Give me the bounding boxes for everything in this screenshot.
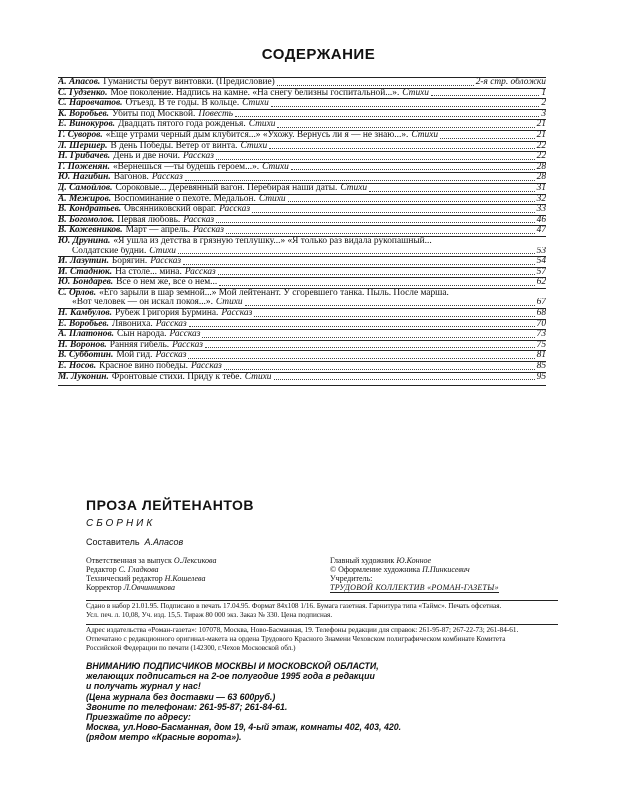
toc-leader <box>218 274 535 275</box>
toc-page: 67 <box>536 298 546 308</box>
toc-title-text: Воспоминание о пехоте. Медальон. <box>114 193 256 204</box>
toc-entry <box>58 277 546 288</box>
staff-row: Ответственная за выпуск О.Лексикова <box>86 556 217 565</box>
divider <box>86 624 558 625</box>
toc-title-text: Фронтовые стихи. Приду к тебе. <box>111 371 242 382</box>
toc-title-text: Рубеж Григория Бурмина. <box>114 308 219 319</box>
toc-entry <box>58 151 546 162</box>
toc-leader <box>183 264 535 265</box>
toc-genre: Рассказ <box>193 225 224 236</box>
toc-page: 21 <box>536 129 546 140</box>
toc-bottom-rule <box>58 385 546 386</box>
toc-entry <box>58 329 546 340</box>
toc-entry <box>58 298 546 308</box>
toc-title-text: «Я ушла из детства в грязную теплушку...» «Я только раз видала рукопашный... <box>113 235 432 246</box>
table-of-contents <box>58 77 546 382</box>
toc-title-text: Гуманисты берут винтовки. (Предисловие) <box>103 77 275 87</box>
toc-entry <box>58 194 546 205</box>
toc-page: 28 <box>536 161 546 172</box>
toc-page: 81 <box>536 350 546 361</box>
toc-entry <box>58 109 546 120</box>
toc-author: С. Наровчатов. <box>58 98 123 109</box>
toc-entry <box>58 256 546 267</box>
toc-title-text: Лявониха. <box>111 318 153 329</box>
toc-entry <box>58 183 546 194</box>
toc-genre: Стихи <box>248 119 276 130</box>
toc-leader <box>269 148 534 149</box>
toc-author: Е. Воробьев. <box>58 318 109 329</box>
toc-entry <box>58 119 546 130</box>
toc-page: 47 <box>536 225 546 236</box>
toc-entry <box>58 215 546 226</box>
book-subtitle: СБОРНИК <box>86 518 156 529</box>
toc-genre: Стихи <box>240 140 268 151</box>
toc-title-text: Мой гид. <box>116 350 153 361</box>
toc-genre: Повесть <box>198 108 234 119</box>
toc-author: В. Богомолов. <box>58 214 115 225</box>
toc-entry <box>58 340 546 351</box>
toc-leader <box>288 201 535 202</box>
toc-entry <box>58 361 546 372</box>
toc-title-text: Мое поколение. Надпись на камне. «На снегу белизны госпитальной...». <box>110 87 400 98</box>
toc-author: А. Апасов. <box>58 77 101 87</box>
toc-title-text: Борягин. <box>111 256 148 267</box>
publisher-info: Адрес издательства «Роман-газета»: 107078, Москва, Ново-Басманная, 19. Телефоны редакции для справок: 261-95-87; 267-22-73; 261-84-61. Отпечатано с редакционного оригинал-макета на ордена Трудового Красного Знамени Чеховском полиграфическом комбинате Комитета Российской Федерации по печати (142300, г.Чехов Московской обл.) <box>86 626 519 652</box>
toc-page: 53 <box>536 246 546 256</box>
toc-page: 70 <box>536 318 546 329</box>
staff-right <box>330 556 499 593</box>
toc-title-text: Овсянниковский овраг. <box>124 204 217 215</box>
toc-author: С. Гудзенко. <box>58 87 108 98</box>
toc-entry <box>58 319 546 330</box>
staff-row: © Оформление художника П.Пинкисевич <box>330 565 470 574</box>
toc-leader <box>205 347 535 348</box>
toc-genre: Рассказ <box>151 172 183 183</box>
toc-page: 2 <box>541 98 546 109</box>
toc-title-text: Солдатские будни. <box>72 246 147 256</box>
toc-genre: Рассказ <box>172 339 203 350</box>
toc-title-text: Двадцать пятого года рожденья. <box>118 119 246 130</box>
toc-title-text: На столе... мина. <box>115 266 182 277</box>
toc-author: Е. Винокуров. <box>58 119 115 130</box>
toc-leader <box>224 369 535 370</box>
toc-page: 28 <box>536 172 546 183</box>
toc-genre: Рассказ <box>183 214 215 225</box>
compiler-name: А.Апасов <box>144 537 184 547</box>
toc-entry <box>58 308 546 319</box>
toc-page: 33 <box>536 204 546 215</box>
toc-entry <box>58 141 546 152</box>
toc-title-text: «Вернешься —ты будешь героем...». <box>112 161 260 172</box>
toc-author: Л. Шершер. <box>58 140 108 151</box>
toc-entry <box>58 225 546 236</box>
toc-genre: Стихи <box>402 87 429 98</box>
toc-genre: Стихи <box>215 298 243 308</box>
toc-author: Е. Носов. <box>58 361 97 372</box>
book-title: ПРОЗА ЛЕЙТЕНАНТОВ <box>86 497 255 513</box>
toc-entry <box>58 247 546 257</box>
toc-genre: Рассказ <box>155 318 187 329</box>
toc-author: С. Орлов. <box>58 287 97 298</box>
toc-page: 57 <box>536 266 546 277</box>
toc-leader <box>369 191 535 192</box>
toc-author: Ю. Нагибин. <box>58 172 111 183</box>
toc-title-text: «Еще утрами черный дым клубится...» «Ухожу. Вернусь ли я — не знаю...». <box>105 129 409 140</box>
toc-leader <box>202 337 534 338</box>
toc-entry <box>58 88 546 99</box>
toc-leader <box>277 85 474 86</box>
toc-genre: Рассказ <box>219 204 251 215</box>
toc-genre: Стихи <box>242 98 269 109</box>
toc-author: В. Кожевников. <box>58 225 123 236</box>
toc-author: И. Лазутин. <box>58 256 109 267</box>
toc-author: К. Воробьев. <box>58 108 110 119</box>
toc-genre: Рассказ <box>169 329 201 340</box>
toc-genre: Стихи <box>258 193 286 204</box>
toc-title-text: Убиты под Москвой. <box>112 108 196 119</box>
toc-page: 3 <box>541 108 546 119</box>
toc-entry <box>58 372 546 383</box>
toc-leader <box>178 253 535 254</box>
toc-leader <box>219 285 534 286</box>
staff-row: Корректор Л.Овчинникова <box>86 583 175 592</box>
toc-title-text: Сороковые... Деревянный вагон. Перебирая наши даты. <box>115 182 338 193</box>
toc-author: Г. Поженян. <box>58 161 110 172</box>
toc-page: 85 <box>536 361 546 372</box>
toc-page: 21 <box>536 119 546 130</box>
compiler-line <box>86 537 183 547</box>
toc-leader <box>291 169 535 170</box>
toc-leader <box>254 316 534 317</box>
staff-row: Главный художник Ю.Конное <box>330 556 432 565</box>
toc-page: 75 <box>536 339 546 350</box>
subscription-notice: ВНИМАНИЮ ПОДПИСЧИКОВ МОСКВЫ И МОСКОВСКОЙ ОБЛАСТИ, желающих подписаться на 2-ое полугодие 1995 года в редакции и получать журнал у нас! (Цена журнала без доставки — 63 600руб.) Звоните по телефонам: 261-95-87; 261-84-61. Приезжайте по адресу: Москва, ул.Ново-Басманная, дом 19, 4-ый этаж, комнаты 402, 403, 420. (рядом метро «Красные ворота»). <box>86 661 402 743</box>
toc-entry <box>58 267 546 278</box>
toc-genre: Стихи <box>262 161 289 172</box>
toc-leader <box>226 233 535 234</box>
toc-entry <box>58 172 546 183</box>
toc-leader <box>440 138 535 139</box>
toc-leader <box>188 358 534 359</box>
toc-author: М. Луконин. <box>58 371 109 382</box>
toc-entry <box>58 350 546 361</box>
toc-title-text: Красное вино победы. <box>99 361 188 372</box>
toc-entry <box>58 162 546 173</box>
toc-title-text: «Вот человек — он искал покоя...». <box>72 298 213 308</box>
toc-page: 95 <box>536 371 546 382</box>
staff-row: Учредитель: <box>330 574 373 583</box>
toc-genre: Стихи <box>244 371 272 382</box>
toc-leader <box>216 222 535 223</box>
toc-author: И. Стаднюк. <box>58 266 113 277</box>
compiler-label: Составитель <box>86 537 140 547</box>
toc-leader <box>252 212 535 213</box>
toc-leader <box>277 127 534 128</box>
toc-title-text: Первая любовь. <box>117 214 181 225</box>
toc-author: В. Субботин. <box>58 350 114 361</box>
toc-page: 73 <box>536 329 546 340</box>
toc-author: Ю. Друнина. <box>58 235 111 246</box>
toc-author: Д. Самойлов. <box>58 182 113 193</box>
toc-leader <box>274 379 535 380</box>
toc-author: Ю. Бондарев. <box>58 277 114 288</box>
toc-author: В. Кондратьев. <box>58 204 122 215</box>
staff-row: Редактор С. Гладкова <box>86 565 159 574</box>
toc-title-text: Март — апрель. <box>125 225 191 236</box>
divider <box>86 600 558 601</box>
toc-genre: Рассказ <box>150 256 182 267</box>
toc-genre: Рассказ <box>221 308 253 319</box>
toc-page: 54 <box>536 256 546 267</box>
toc-genre: Рассказ <box>183 151 214 162</box>
toc-title-text: День и две ночи. <box>113 151 180 162</box>
toc-page: 46 <box>536 214 546 225</box>
staff-row: Технический редактор Н.Кошелева <box>86 574 206 583</box>
toc-genre: Стихи <box>149 246 176 256</box>
staff-left <box>86 556 216 592</box>
toc-page: 68 <box>536 308 546 319</box>
toc-genre: Рассказ <box>184 266 216 277</box>
toc-genre: Рассказ <box>190 361 222 372</box>
founder-name: ТРУДОВОЙ КОЛЛЕКТИВ «РОМАН-ГАЗЕТЫ» <box>330 583 499 592</box>
toc-title-text: Ранняя гибель. <box>109 339 170 350</box>
toc-title-text: Сын народа. <box>117 329 167 340</box>
toc-page: 22 <box>536 140 546 151</box>
toc-title-text: «Его зарыли в шар земной...» Мой лейтенант. У сгоревшего танка. Пыль. После марша. <box>99 287 449 298</box>
toc-page: 32 <box>536 193 546 204</box>
toc-entry <box>58 288 546 299</box>
toc-author: А. Межиров. <box>58 193 112 204</box>
print-info: Сдано в набор 21.01.95. Подписано в печать 17.04.95. Формат 84x108 1/16. Бумага газетная. Гарнитура типа «Таймс». Печать офсетная. Усл. печ. л. 10,08, Уч. изд. 15,5. Тираж 80 000 экз. Заказ № 330. Цена подписная. <box>86 602 502 619</box>
toc-page: 31 <box>536 182 546 193</box>
toc-author: Н. Камбулов. <box>58 308 112 319</box>
toc-author: Н. Грибачев. <box>58 151 111 162</box>
toc-title: СОДЕРЖАНИЕ <box>261 46 376 63</box>
toc-entry <box>58 98 546 109</box>
toc-title-text: Все о нем же, все о нем... <box>116 277 218 288</box>
toc-page: 62 <box>536 277 546 288</box>
toc-title-text: Отъезд. В те годы. В кольце. <box>125 98 240 109</box>
toc-entry <box>58 130 546 141</box>
toc-leader <box>185 180 535 181</box>
toc-leader <box>271 106 539 107</box>
toc-genre: Стихи <box>411 129 439 140</box>
toc-entry <box>58 77 546 88</box>
toc-leader <box>245 305 535 306</box>
toc-page: 22 <box>536 151 546 162</box>
toc-page: 1 <box>541 87 546 98</box>
toc-entry <box>58 236 546 247</box>
toc-author: Н. Воронов. <box>58 339 107 350</box>
toc-leader <box>216 159 535 160</box>
staff-row <box>330 583 499 593</box>
toc-page: 2-я стр. обложки <box>475 77 546 87</box>
toc-author: Г. Суворов. <box>58 129 103 140</box>
toc-author: А. Платонов. <box>58 329 115 340</box>
toc-leader <box>189 326 535 327</box>
toc-title-text: Вагонов. <box>113 172 149 183</box>
toc-leader <box>235 116 539 117</box>
toc-title-text: В день Победы. Ветер от винта. <box>110 140 238 151</box>
toc-genre: Рассказ <box>155 350 187 361</box>
toc-genre: Стихи <box>340 182 368 193</box>
toc-leader <box>431 95 539 96</box>
toc-entry <box>58 204 546 215</box>
